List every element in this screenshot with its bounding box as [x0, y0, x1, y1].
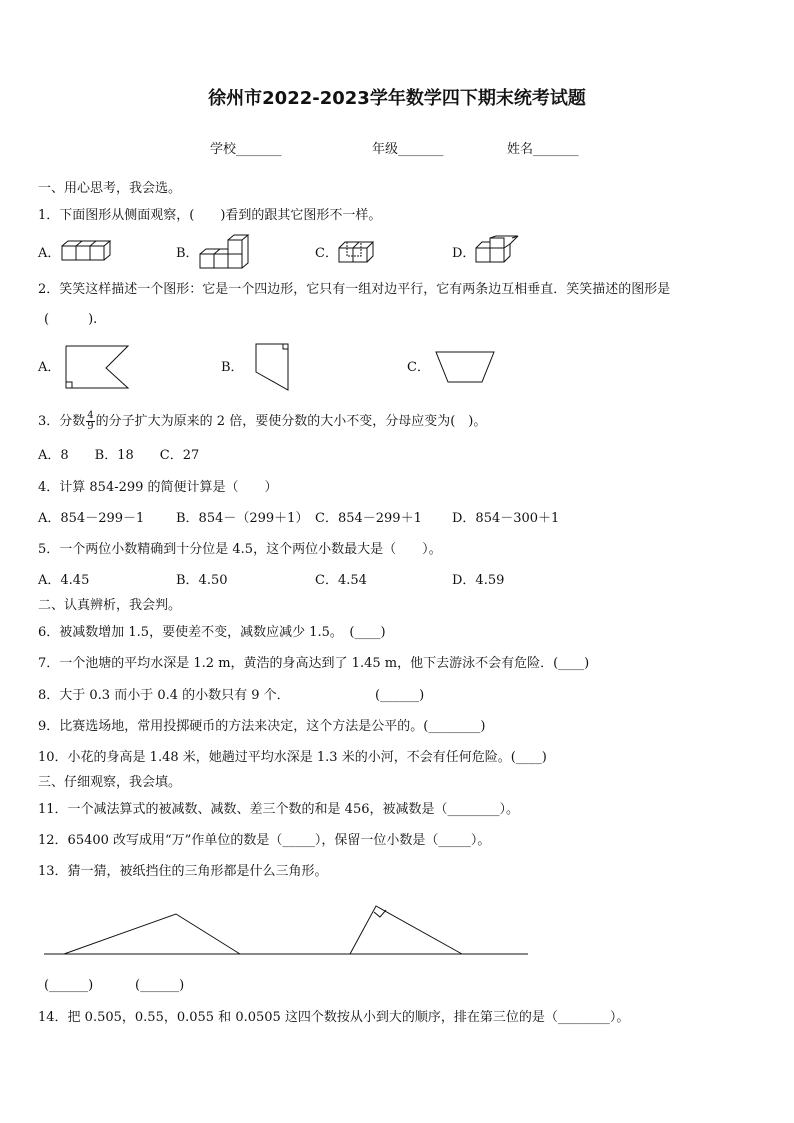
q5-option-b: B．4.50 — [176, 573, 228, 588]
q4-option-c: C．854－299＋1 — [315, 511, 422, 526]
q1-option-a-cubes — [60, 240, 110, 262]
question-11: 11．一个减法算式的被减数、减数、差三个数的和是 456，被减数是（________）。 — [38, 802, 519, 817]
q1-option-a-label: A． — [38, 246, 61, 261]
school-field: 学校_______ — [210, 142, 282, 157]
q4-option-a: A．854－299－1 — [38, 511, 145, 526]
grade-field: 年级_______ — [372, 142, 444, 157]
q1-option-b-label: B． — [176, 246, 199, 261]
question-13: 13．猜一猜，被纸挡住的三角形都是什么三角形。 — [38, 864, 328, 879]
q3-numerator: 4 — [87, 410, 94, 421]
question-6: 6．被减数增加 1.5，要使差不变，减数应减少 1.5。 (____) — [38, 625, 386, 640]
question-14: 14．把 0.505，0.55，0.055 和 0.0505 这四个数按从小到大的顺序，排在第三位的是（________）。 — [38, 1010, 630, 1025]
question-7: 7．一个池塘的平均水深是 1.2 m，黄浩的身高达到了 1.45 m，他下去游泳不会有危险．(____) — [38, 656, 590, 671]
question-2: 2．笑笑这样描述一个图形：它是一个四边形，它只有一组对边平行，它有两条边互相垂直．笑笑描述的图形是 — [38, 282, 671, 297]
question-3 — [38, 410, 486, 434]
q5-option-c: C．4.54 — [315, 573, 367, 588]
q3-denominator: 9 — [87, 421, 94, 432]
question-5: 5．一个两位小数精确到十分位是 4.5，这个两位小数最大是（ ）。 — [38, 542, 442, 557]
section-heading-2: 二、认真辨析，我会判。 — [38, 598, 182, 613]
q2-option-a-shape — [62, 344, 132, 392]
q1-option-c-cubes — [337, 238, 381, 264]
page-title: 徐州市2022-2023学年数学四下期末统考试题 — [208, 88, 586, 109]
q5-option-a: A．4.45 — [38, 573, 90, 588]
name-field: 姓名_______ — [507, 142, 579, 157]
question-9: 9．比赛选场地，常用投掷硬币的方法来决定，这个方法是公平的。(________) — [38, 719, 486, 734]
q3-options: A．8 B．18 C．27 — [38, 448, 200, 463]
q3-prefix: 3．分数 — [38, 414, 86, 429]
q13-triangles-figure — [40, 900, 540, 960]
q13-triangle-1 — [64, 914, 240, 954]
q1-option-d-cubes — [474, 236, 520, 264]
q3-suffix: 的分子扩大为原来的 2 倍，要使分数的大小不变，分母应变为( )。 — [95, 414, 487, 429]
q4-option-d: D．854－300＋1 — [452, 511, 560, 526]
q8-answer-paren: (______) — [375, 688, 425, 703]
q1-option-d-label: D． — [452, 246, 476, 261]
question-1: 1．下面图形从侧面观察，( )看到的跟其它图形不一样。 — [38, 208, 382, 223]
q5-option-d: D．4.59 — [452, 573, 505, 588]
q13-answer-1: (______) — [44, 978, 94, 993]
q1-option-b-cubes — [198, 234, 250, 270]
q3-fraction — [86, 411, 94, 432]
q2-option-b-shape — [252, 342, 294, 394]
question-12: 12．65400 改写成用“万”作单位的数是（_____），保留一位小数是（_____）。 — [38, 833, 491, 848]
question-8: 8．大于 0.3 而小于 0.4 的小数只有 9 个． — [38, 688, 290, 703]
q13-answer-2: (______) — [135, 978, 185, 993]
question-10: 10．小花的身高是 1.48 米，她趟过平均水深是 1.3 米的小河，不会有任何危险。(____) — [38, 750, 547, 765]
q2-option-c-shape — [434, 350, 498, 386]
section-heading-1: 一、用心思考，我会选。 — [38, 181, 182, 196]
q2-option-c-label: C． — [407, 360, 430, 375]
q2-answer-paren: ( ). — [44, 312, 98, 327]
q4-option-b: B．854－（299＋1） — [176, 511, 309, 526]
question-4: 4．计算 854-299 的简便计算是（ ） — [38, 480, 278, 495]
q1-option-c-label: C． — [315, 246, 338, 261]
section-heading-3: 三、仔细观察，我会填。 — [38, 775, 182, 790]
q2-option-b-label: B． — [221, 360, 244, 375]
q13-triangle-2 — [350, 906, 462, 954]
q2-option-a-label: A． — [38, 360, 61, 375]
